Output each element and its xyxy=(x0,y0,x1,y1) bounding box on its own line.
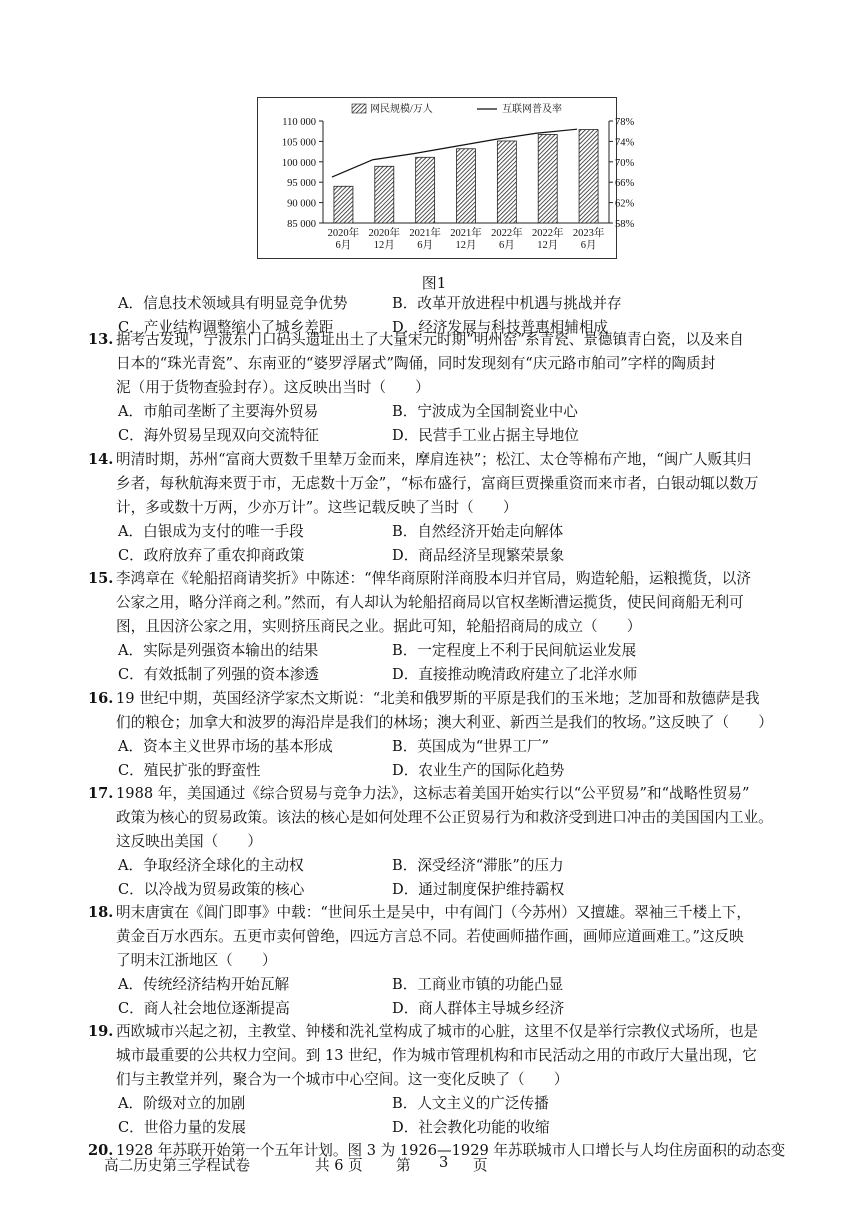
option-b: B．一定程度上不利于民间航运业发展 xyxy=(392,642,637,659)
x-tick-label: 12月 xyxy=(537,240,559,251)
x-tick-label: 6月 xyxy=(498,240,515,251)
question-text-line: 14. 明清时期，苏州“富商大贾数千里辇万金而来，摩肩连袂”；松江、太仓等棉布产地，“闽广人贩其归 xyxy=(88,451,752,468)
option-b: B．改革开放进程中机遇与挑战并存 xyxy=(392,295,622,312)
left-tick-label: 95 000 xyxy=(287,178,316,190)
option-d: D．民营手工业占据主导地位 xyxy=(392,427,579,444)
option-d: D．经济发展与科技普惠相辅相成 xyxy=(392,319,609,336)
question-number: 14. xyxy=(88,451,114,468)
x-tick-label: 12月 xyxy=(373,240,395,251)
bar xyxy=(334,186,353,223)
legend-line-label: 互联网普及率 xyxy=(502,104,562,115)
x-tick-label: 2023年 xyxy=(572,228,605,239)
question-text-line: 了明末江浙地区（ ） xyxy=(116,952,277,969)
bar xyxy=(457,149,476,223)
option-a: A．白银成为支付的唯一手段 xyxy=(118,523,304,540)
option-b: B．深受经济“滞胀”的压力 xyxy=(392,857,564,874)
option-a: A．阶级对立的加剧 xyxy=(118,1095,246,1112)
option-d: D．商人群体主导城乡经济 xyxy=(392,1000,565,1017)
question-text-line: 19. 西欧城市兴起之初，主教堂、钟楼和洗礼堂构成了城市的心脏，这里不仅是举行宗教仪式场所，也是 xyxy=(88,1023,759,1040)
option-d: D．商品经济呈现繁荣景象 xyxy=(392,547,565,564)
figure-caption: 图1 xyxy=(421,274,447,292)
x-tick-label: 2022年 xyxy=(531,228,564,239)
question-number: 19. xyxy=(88,1023,114,1040)
option-b: B．宁波成为全国制瓷业中心 xyxy=(392,403,578,420)
left-tick-label: 105 000 xyxy=(281,137,316,149)
option-c: C．有效抵制了列强的资本渗透 xyxy=(118,666,319,683)
legend-bar-swatch xyxy=(352,104,366,113)
option-a: A．信息技术领域具有明显竞争优势 xyxy=(118,295,348,312)
footer-di: 第 xyxy=(396,1157,411,1174)
x-tick-label: 2020年 xyxy=(327,228,360,239)
question-text-line: 计，多或数十万两，少亦万计”。这些记载反映了当时（ ） xyxy=(116,499,518,516)
left-tick-label: 85 000 xyxy=(287,219,316,230)
option-a: A．市舶司垄断了主要海外贸易 xyxy=(118,403,319,420)
x-tick-label: 6月 xyxy=(580,240,597,251)
question-text-line: 这反映出美国（ ） xyxy=(116,833,262,850)
question-number: 15. xyxy=(88,570,114,587)
question-text-line: 黄金百万水西东。五更市卖何曾绝，四远方言总不同。若使画师描作画，画师应道画难工。”这反映 xyxy=(116,928,744,945)
question-text-line: 们的粮仓；加拿大和波罗的海沿岸是我们的林场；澳大利亚、新西兰是我们的牧场。”这反映了（ ） xyxy=(116,714,773,731)
footer-title: 高二历史第三学程试卷 xyxy=(104,1157,250,1174)
question-number: 13. xyxy=(88,331,114,348)
option-b: B．自然经济开始走向解体 xyxy=(392,523,564,540)
question-text-line: 图，且因济公家之用，实则挤压商民之业。据此可知，轮船招商局的成立（ ） xyxy=(116,618,642,635)
question-text-line: 20. 1928 年苏联开始第一个五年计划。图 3 为 1926—1929 年苏联城市人口增长与人均住房面积的动态变 xyxy=(88,1142,786,1159)
option-b: B．工商业市镇的功能凸显 xyxy=(392,976,564,993)
right-tick-label: 78% xyxy=(615,117,635,128)
question-text-line: 17. 1988 年，美国通过《综合贸易与竞争力法》，这标志着美国开始实行以“公平贸易”和“战略性贸易” xyxy=(88,785,750,802)
option-c: C．殖民扩张的野蛮性 xyxy=(118,762,261,779)
x-tick-label: 12月 xyxy=(455,240,477,251)
bar xyxy=(579,130,598,223)
question-text-line: 13. 据考古发现，宁波东门口码头遗址出土了大量宋元时期“明州窑”系青瓷、景德镇青白瓷，以及来自 xyxy=(88,331,744,348)
question-text-line: 16. 19 世纪中期，英国经济学家杰文斯说：“北美和俄罗斯的平原是我们的玉米地；芝加哥和敖德萨是我 xyxy=(88,690,760,707)
question-text-line: 18. 明末唐寅在《阊门即事》中载：“世间乐土是吴中，中有阊门（今苏州）又擅雄。翠袖三千楼上下， xyxy=(88,904,751,921)
footer-total-pages: 共 6 页 xyxy=(315,1157,363,1174)
option-d: D．通过制度保护维持霸权 xyxy=(392,881,565,898)
question-number: 17. xyxy=(88,785,114,802)
x-tick-label: 6月 xyxy=(417,240,434,251)
left-tick-label: 110 000 xyxy=(282,117,316,128)
x-tick-label: 2020年 xyxy=(368,228,401,239)
bar xyxy=(538,134,557,223)
option-d: D．直接推动晚清政府建立了北洋水师 xyxy=(392,666,638,683)
option-a: A．争取经济全球化的主动权 xyxy=(118,857,304,874)
right-tick-label: 66% xyxy=(615,178,635,190)
legend-bar-label: 网民规模/万人 xyxy=(370,104,433,115)
bar xyxy=(416,157,435,223)
right-tick-label: 74% xyxy=(615,137,635,149)
option-c: C．以冷战为贸易政策的核心 xyxy=(118,881,305,898)
question-text-line: 日本的“珠光青瓷”、东南亚的“婆罗浮屠式”陶俑，同时发现刻有“庆元路市舶司”字样的陶质封 xyxy=(116,355,716,372)
question-text-line: 政策为核心的贸易政策。该法的核心是如何处理不公正贸易行为和救济受到进口冲击的美国国内工业。 xyxy=(116,809,773,826)
question-number: 18. xyxy=(88,904,114,921)
bar xyxy=(497,141,516,223)
question-text-line: 城市最重要的公共权力空间。到 13 世纪，作为城市管理机构和市民活动之用的市政厅大量出现，它 xyxy=(116,1047,757,1064)
option-a: A．实际是列强资本输出的结果 xyxy=(118,642,319,659)
question-text-line: 公家之用，略分洋商之利。”然而，有人却认为轮船招商局以官权垄断漕运揽货，使民间商船无利可 xyxy=(116,594,744,611)
question-number: 20. xyxy=(88,1142,114,1159)
option-c: C．商人社会地位逐渐提高 xyxy=(118,1000,290,1017)
x-tick-label: 6月 xyxy=(335,240,352,251)
left-tick-label: 90 000 xyxy=(287,198,316,210)
right-tick-label: 62% xyxy=(615,198,635,210)
option-c: C．世俗力量的发展 xyxy=(118,1119,246,1136)
chart-svg xyxy=(257,97,635,259)
left-tick-label: 100 000 xyxy=(281,157,316,169)
figure-1-chart xyxy=(257,97,635,259)
right-tick-label: 58% xyxy=(615,219,635,230)
bar xyxy=(375,166,394,223)
question-text-line: 乡者，每秋航海来贾于市，无虑数十万金”，“标布盛行，富商巨贾操重资而来市者，白银动辄以数万 xyxy=(116,475,759,492)
question-text-line: 们与主教堂并列，聚合为一个城市中心空间。这一变化反映了（ ） xyxy=(116,1071,569,1088)
option-b: B．英国成为“世界工厂” xyxy=(392,738,550,755)
option-c: C．海外贸易呈现双向交流特征 xyxy=(118,427,319,444)
question-text-line: 15. 李鸿章在《轮船招商请奖折》中陈述：“俾华商原附洋商股本归并官局，购造轮船，运粮揽货，以济 xyxy=(88,570,751,587)
question-number: 16. xyxy=(88,690,114,707)
option-d: D．社会教化功能的收缩 xyxy=(392,1119,550,1136)
option-c: C．政府放弃了重农抑商政策 xyxy=(118,547,305,564)
option-b: B．人文主义的广泛传播 xyxy=(392,1095,549,1112)
option-c: C．产业结构调整缩小了城乡差距 xyxy=(118,319,334,336)
x-tick-label: 2021年 xyxy=(409,228,441,239)
question-text-line: 泥（用于货物查验封存）。这反映出当时（ ） xyxy=(116,379,430,396)
option-a: A．传统经济结构开始瓦解 xyxy=(118,976,290,993)
option-a: A．资本主义世界市场的基本形成 xyxy=(118,738,333,755)
x-tick-label: 2021年 xyxy=(450,228,482,239)
footer-page-number: 3 xyxy=(439,1154,449,1171)
x-tick-label: 2022年 xyxy=(491,228,523,239)
right-tick-label: 70% xyxy=(615,157,635,169)
option-d: D．农业生产的国际化趋势 xyxy=(392,762,565,779)
footer-ye: 页 xyxy=(473,1157,488,1174)
